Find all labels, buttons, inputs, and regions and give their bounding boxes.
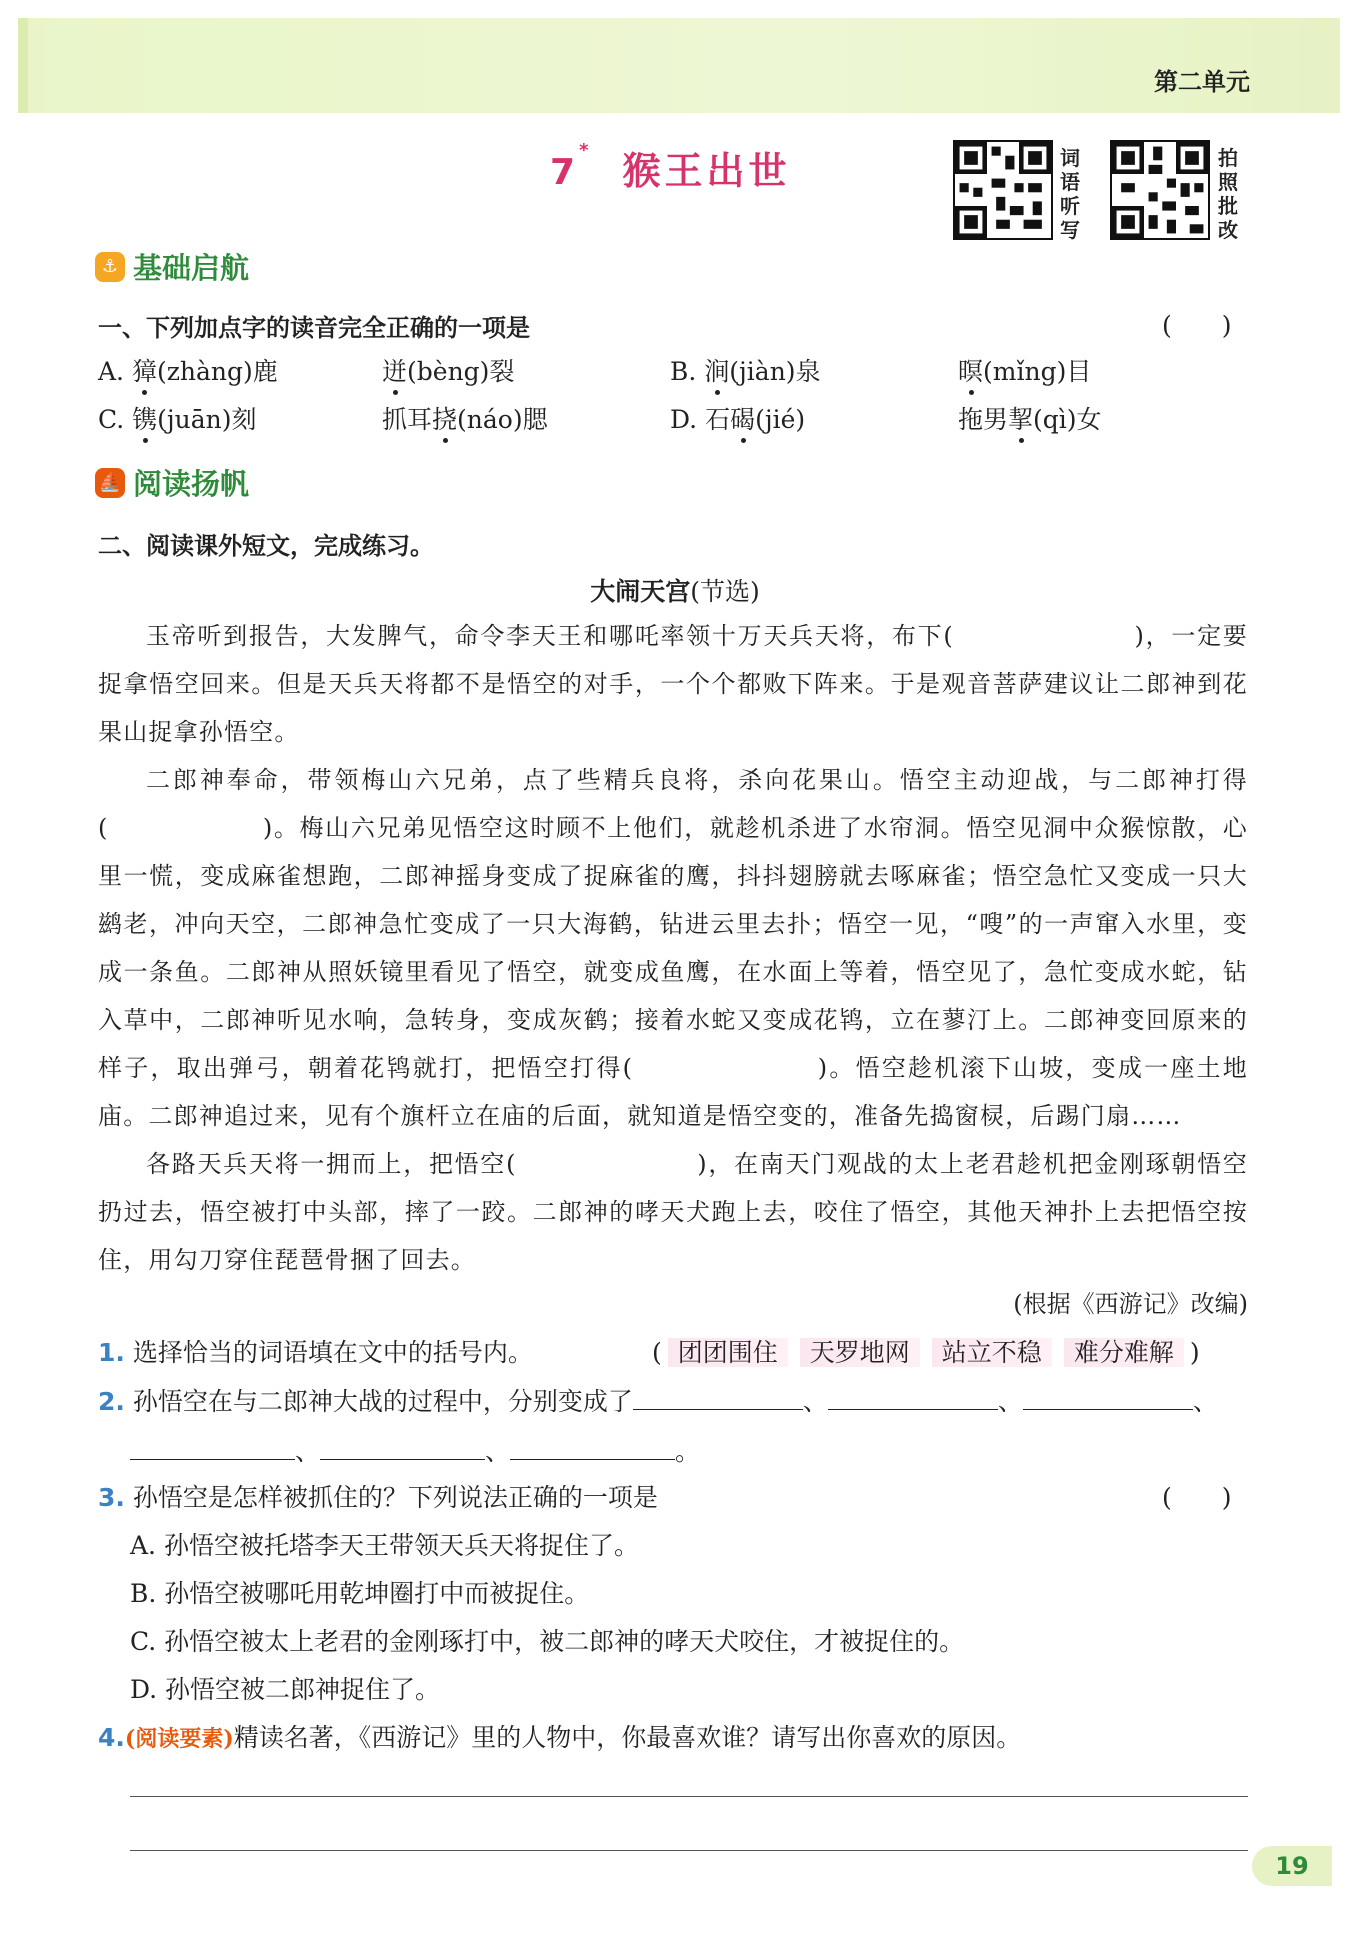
answer-blank[interactable] [510, 1458, 675, 1460]
anchor-icon: ⚓ [95, 252, 125, 282]
sail-icon: ⛵ [95, 468, 125, 498]
passage-body [98, 612, 1248, 1284]
answer-line[interactable] [130, 1850, 1248, 1851]
passage-source: (根据《西游记》改编) [1013, 1290, 1248, 1318]
lesson-title [550, 140, 791, 195]
answer-blank[interactable] [633, 1408, 803, 1410]
passage-paragraph: 各路天兵天将一拥而上，把悟空( )，在南天门观战的太上老君趁机把金刚琢朝悟空扔过去，悟空被打中头部，摔了一跤。二郎神的哮天犬跑上去，咬住了悟空，其他天神扑上去把悟空按住，用勾刀穿住琵琶骨捆了回去。 [98, 1150, 1248, 1274]
subq3-answer-paren[interactable]: ( ) [1162, 1483, 1232, 1512]
subq3-option-a[interactable]: A. 孙悟空被托塔李天王带领天兵天将捉住了。 [130, 1531, 639, 1560]
qr-label-grading: 拍照批改 [1218, 146, 1238, 242]
answer-blank[interactable] [130, 1458, 295, 1460]
subq1: 1. 选择恰当的词语填在文中的括号内。 [98, 1338, 533, 1367]
section-basic-title: 基础启航 [133, 251, 250, 285]
answer-line[interactable] [130, 1796, 1248, 1797]
passage-paragraph: 玉帝听到报告，大发脾气，命令李天王和哪吒率领十万天兵天将，布下( )，一定要捉拿悟空回来。但是天兵天将都不是悟空的对手，一个个都败下阵来。于是观音菩萨建议让二郎神到花果山捉拿孙悟空。 [98, 622, 1248, 746]
q1-answer-paren[interactable]: ( ) [1162, 311, 1232, 340]
page-number: 19 [1252, 1846, 1332, 1886]
qr-label-dictation: 词语听写 [1060, 146, 1080, 242]
unit-label: 第二单元 [1154, 68, 1250, 96]
word-bank: ( 团团围住 天罗地网 站立不稳 难分难解 ) [652, 1338, 1200, 1367]
qr-code-dictation[interactable] [953, 140, 1053, 240]
qr-code-icon [955, 142, 1051, 238]
subq4: 4.(阅读要素)精读名著，《西游记》里的人物中，你最喜欢谁？请写出你喜欢的原因。 [98, 1723, 1022, 1752]
section-reading [95, 462, 249, 503]
q1-option-a-word2: 迸(bèng)裂 [382, 357, 515, 386]
answer-blank[interactable] [1023, 1408, 1193, 1410]
subq3: 3. 孙悟空是怎样被抓住的？下列说法正确的一项是 [98, 1483, 658, 1512]
word-option[interactable]: 天罗地网 [800, 1338, 920, 1367]
q2-stem: 二、阅读课外短文，完成练习。 [98, 532, 434, 560]
lesson-name: 猴王出世 [622, 149, 791, 193]
subq3-option-d[interactable]: D. 孙悟空被二郎神捉住了。 [130, 1675, 441, 1704]
q1-option-d[interactable]: D. 石碣(jié) [670, 405, 806, 434]
subq3-option-b[interactable]: B. 孙悟空被哪吒用乾坤圈打中而被捉住。 [130, 1579, 590, 1608]
word-option[interactable]: 难分难解 [1064, 1338, 1184, 1367]
reading-element-tag: (阅读要素) [124, 1726, 234, 1752]
passage-paragraph: 二郎神奉命，带领梅山六兄弟，点了些精兵良将，杀向花果山。悟空主动迎战，与二郎神打得( )。梅山六兄弟见悟空这时顾不上他们，就趁机杀进了水帘洞。悟空见洞中众猴惊散，心里一慌，变成麻雀想跑，二郎神摇身变成了捉麻雀的鹰，抖抖翅膀就去啄麻雀；悟空急忙又变成一只大鹚老，冲向天空，二郎神急忙变成了一只大海鹤，钻进云里去扑；悟空一见，“嗖”的一声窜入水里，变成一条鱼。二郎神从照妖镜里看见了悟空，就变成鱼鹰，在水面上等着，悟空见了，急忙变成水蛇，钻入草中，二郎神听见水响，急转身，变成灰鹤；接着水蛇又变成花鸨，立在蓼汀上。二郎神变回原来的样子，取出弹弓，朝着花鸨就打，把悟空打得( )。悟空趁机滚下山坡，变成一座土地庙。二郎神追过来，见有个旗杆立在庙的后面，就知道是悟空变的，准备先捣窗棂，后踢门扇…… [98, 766, 1248, 1130]
subq2: 2. 孙悟空在与二郎神大战的过程中，分别变成了 、 、 、 [98, 1387, 1218, 1416]
section-reading-title: 阅读扬帆 [133, 467, 250, 501]
subq2-line2: 、 、 。 [130, 1432, 700, 1468]
qr-code-icon [1112, 142, 1208, 238]
subq3-option-c[interactable]: C. 孙悟空被太上老君的金刚琢打中，被二郎神的哮天犬咬住，才被捉住的。 [130, 1627, 965, 1656]
lesson-number: 7 [550, 152, 580, 193]
word-option[interactable]: 团团围住 [668, 1338, 788, 1367]
section-basic [95, 246, 249, 287]
answer-blank[interactable] [828, 1408, 998, 1410]
q1-option-b[interactable]: B. 涧(jiàn)泉 [670, 357, 821, 386]
passage-subtitle: (节选) [690, 577, 760, 606]
header-band [18, 18, 1340, 113]
q1-option-c-word2: 抓耳挠(náo)腮 [382, 405, 548, 434]
q1-option-c[interactable]: C. 镌(juān)刻 [98, 405, 257, 434]
passage-title: 大闹天宫(节选) [590, 577, 760, 606]
lesson-star: * [579, 140, 593, 161]
q1-option-d-word2: 拖男挈(qì)女 [958, 405, 1102, 434]
qr-code-grading[interactable] [1110, 140, 1210, 240]
answer-blank[interactable] [320, 1458, 485, 1460]
q1-option-a[interactable]: A. 獐(zhàng)鹿 [98, 357, 278, 386]
q1-stem: 一、下列加点字的读音完全正确的一项是 [98, 314, 530, 342]
word-option[interactable]: 站立不稳 [932, 1338, 1052, 1367]
q1-option-b-word2: 暝(mǐng)目 [958, 357, 1092, 386]
